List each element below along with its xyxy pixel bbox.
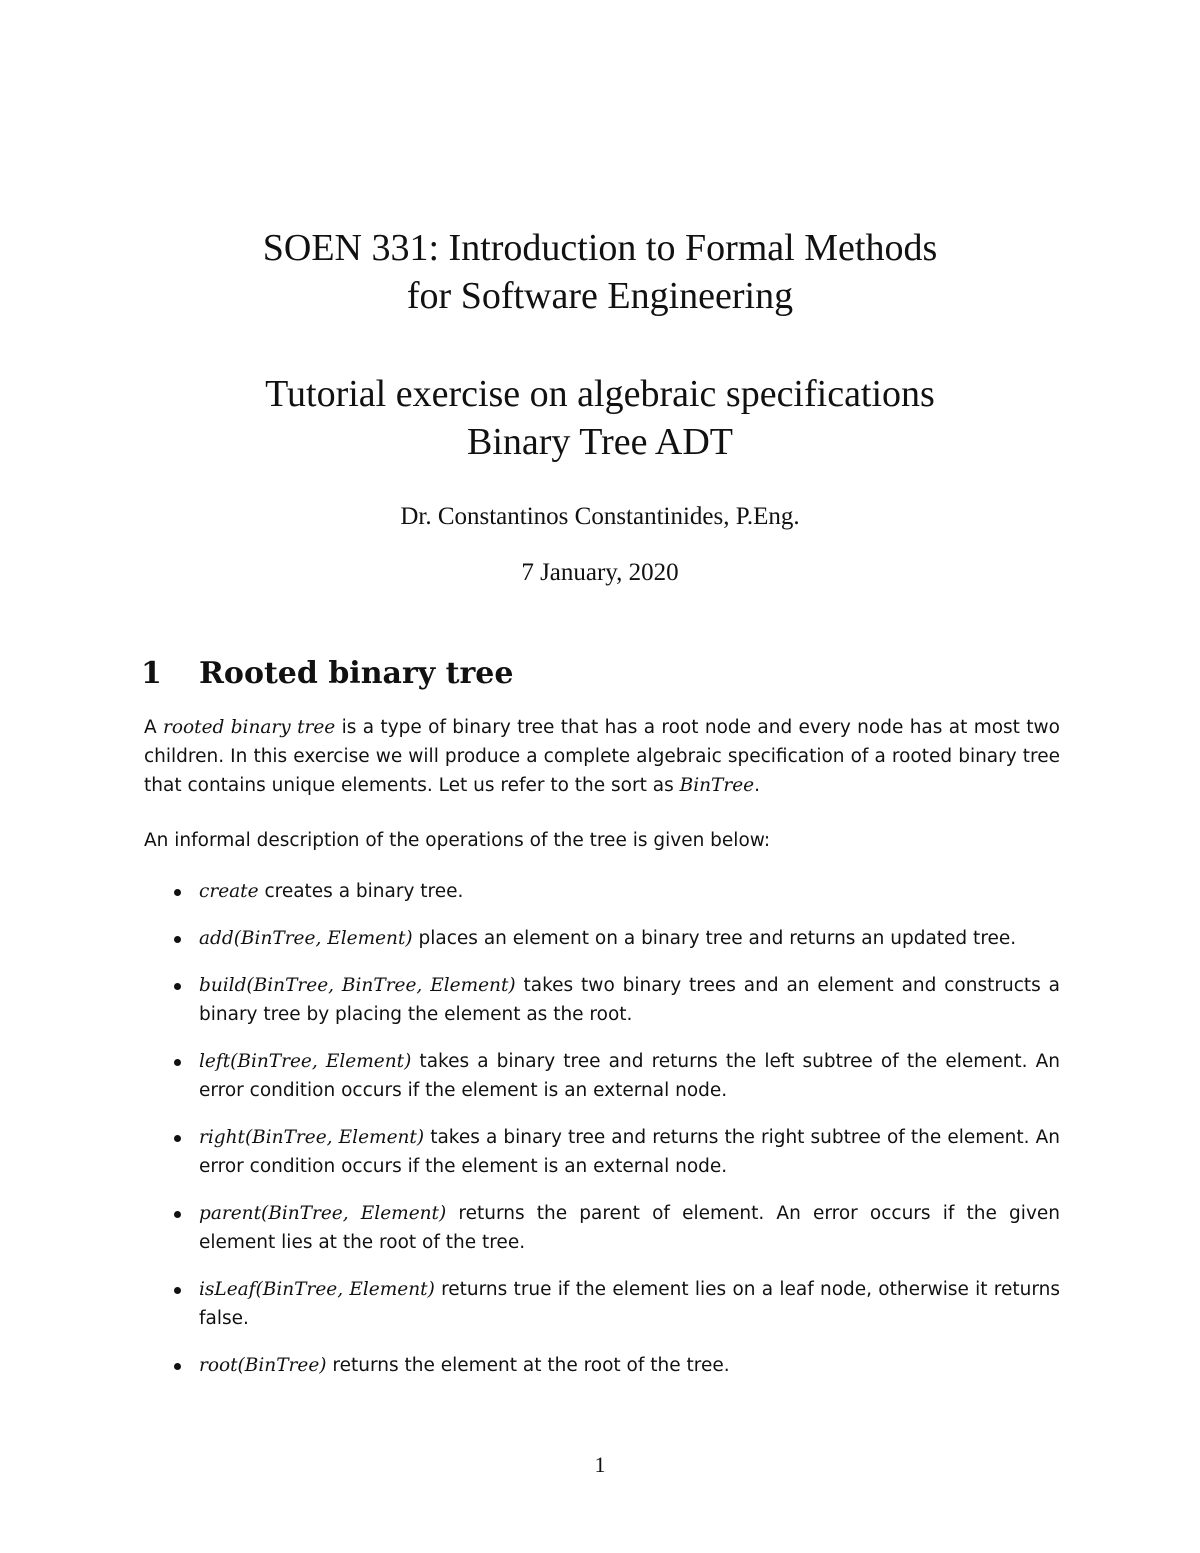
bullet-icon — [174, 1135, 181, 1142]
bullet-icon — [174, 1059, 181, 1066]
list-item — [170, 877, 1060, 906]
operation-signature: parent(BinTree, Element) — [199, 1203, 447, 1224]
bullet-icon — [174, 936, 181, 943]
bullet-icon — [174, 1287, 181, 1294]
list-item — [170, 1275, 1060, 1333]
operation-description: returns the parent of element. An error occurs if the given element lies at the root of the tree. — [199, 1203, 1060, 1253]
bullet-icon — [174, 889, 181, 896]
operation-description: takes two binary trees and an element and constructs a binary tree by placing the element as the root. — [199, 975, 1060, 1025]
page-number: 1 — [594, 1452, 606, 1477]
operation-description: takes a binary tree and returns the right subtree of the element. An error condition occurs if the element is an external node. — [199, 1127, 1060, 1177]
operation-description: creates a binary tree. — [258, 881, 464, 902]
intro-paragraph — [144, 713, 1060, 800]
operations-list — [170, 877, 1060, 1398]
date: 7 January, 2020 — [521, 559, 679, 586]
operation-signature: build(BinTree, BinTree, Element) — [199, 975, 516, 996]
list-item — [170, 1047, 1060, 1105]
document-title — [0, 224, 1200, 320]
operation-signature: isLeaf(BinTree, Element) — [199, 1279, 435, 1300]
operation-signature: add(BinTree, Element) — [199, 928, 413, 949]
intro-text-b: is a type of binary tree that has a root node and every node has at most two children. In this exercise we will produce a complete algebraic specification of a rooted binary tree that contains unique elements. Let us refer to the sort as — [144, 717, 1060, 796]
operation-signature: left(BinTree, Element) — [199, 1051, 412, 1072]
list-item — [170, 924, 1060, 953]
document-subtitle — [0, 370, 1200, 466]
title-line-1: SOEN 331: Introduction to Formal Methods — [262, 227, 938, 269]
operation-signature: create — [199, 881, 259, 902]
operation-signature: right(BinTree, Element) — [199, 1127, 425, 1148]
bullet-icon — [174, 983, 181, 990]
intro-term: rooted binary tree — [163, 717, 336, 738]
intro-text-a: A — [144, 717, 164, 738]
section-number: 1 — [141, 656, 162, 691]
intro-sort-name: BinTree — [679, 775, 755, 796]
bullet-icon — [174, 1363, 181, 1370]
intro-text-c: . — [754, 775, 761, 796]
section-heading — [141, 654, 513, 694]
bullet-icon — [174, 1211, 181, 1218]
list-item — [170, 971, 1060, 1029]
list-item — [170, 1199, 1060, 1257]
title-line-2: for Software Engineering — [406, 275, 794, 317]
author: Dr. Constantinos Constantinides, P.Eng. — [400, 503, 800, 530]
operation-signature: root(BinTree) — [199, 1355, 327, 1376]
operations-intro: An informal description of the operations of the tree is given below: — [144, 830, 771, 851]
operation-description: takes a binary tree and returns the left subtree of the element. An error condition occurs if the element is an external node. — [199, 1051, 1061, 1101]
operation-description: returns the element at the root of the tree. — [326, 1355, 730, 1376]
section-title: Rooted binary tree — [199, 656, 514, 691]
operation-description: places an element on a binary tree and returns an updated tree. — [412, 928, 1017, 949]
subtitle-line-1: Tutorial exercise on algebraic specifications — [265, 373, 935, 415]
subtitle-line-2: Binary Tree ADT — [467, 421, 733, 463]
list-item — [170, 1351, 1060, 1380]
operation-description: returns true if the element lies on a leaf node, otherwise it returns false. — [199, 1279, 1060, 1329]
list-item — [170, 1123, 1060, 1181]
